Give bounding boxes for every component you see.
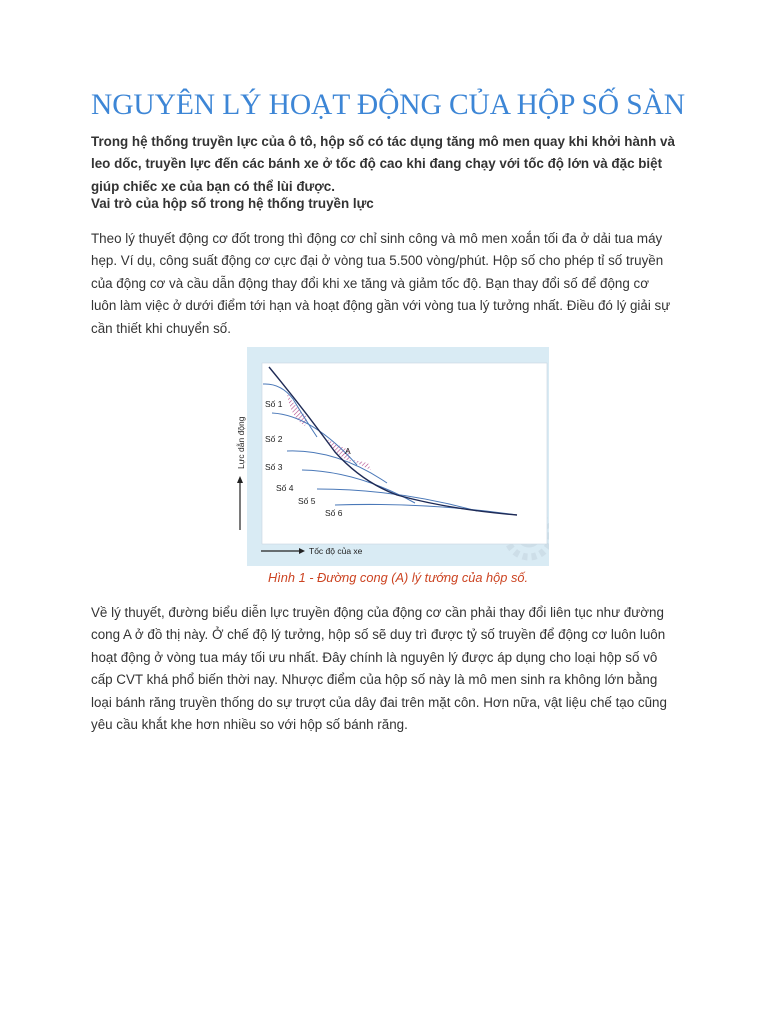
gear-label-5: Số 5: [298, 496, 316, 506]
diagram-canvas: [247, 347, 549, 566]
intro-paragraph: Trong hệ thống truyền lực của ô tô, hộp số có tác dụng tăng mô men quay khi khởi hành và leo dốc, truyền lực đến các bánh xe ở tốc độ cao khi đang chạy với tốc độ lớn và đặc biệt giúp chiếc xe của bạn có thể lùi được.: [91, 134, 675, 194]
gear-label-2: Số 2: [265, 434, 283, 444]
y-axis-label: Lực dẫn động: [236, 416, 246, 469]
page-title: NGUYÊN LÝ HOẠT ĐỘNG CỦA HỘP SỐ SÀN: [91, 89, 686, 121]
body-paragraph-1: Theo lý thuyết động cơ đốt trong thì động cơ chỉ sinh công và mô men xoắn tối đa ở dải tua máy hẹp. Ví dụ, công suất động cơ cực đại ở vòng tua 5.500 vòng/phút. Hộp số cho phép tỉ số truyền của động cơ và cầu dẫn động thay đổi khi xe tăng và giảm tốc độ. Bạn thay đổi số để động cơ luôn làm việc ở dưới điểm tới hạn và hoạt động gần với vòng tua lý tưởng nhất. Điều đó lý giải sự cần thiết khi chuyển số.: [91, 231, 671, 336]
x-axis-label: Tốc độ của xe: [309, 546, 363, 556]
gear-label-3: Số 3: [265, 462, 283, 472]
x-axis-arrowhead: [299, 548, 305, 554]
section-heading: Vai trò của hộp số trong hệ thống truyền lực: [91, 196, 374, 211]
body-paragraph-2: Về lý thuyết, đường biểu diễn lực truyền động của động cơ cần phải thay đổi liên tục như đường cong A ở đồ thị này. Ở chế độ lý tưởng, hộp số sẽ duy trì được tỷ số truyền để động cơ luôn luôn hoạt động ở vòng tua máy tối ưu nhất. Đây chính là nguyên lý được áp dụng cho loại hộp số vô cấp CVT khá phổ biến thời nay. Nhược điểm của hộp số này là mô men sinh ra không lớn bằng loại bánh răng truyền thống do sự trượt của dây đai trên mặt côn. Hơn nữa, vật liệu chế tạo cũng yêu cầu khắt khe hơn nhiều so với hộp số bánh răng.: [91, 605, 667, 733]
y-axis: [229, 347, 247, 566]
figure-caption: Hình 1 - Đường cong (A) lý tướng của hộp số.: [267, 570, 529, 585]
curve-a-label: A: [345, 446, 351, 456]
traction-diagram: [247, 347, 549, 566]
gear-label-1: Số 1: [265, 399, 283, 409]
gear-label-4: Số 4: [276, 483, 294, 493]
y-axis-arrowhead: [237, 476, 243, 483]
plot-area: [262, 363, 547, 544]
gear-label-6: Số 6: [325, 508, 343, 518]
